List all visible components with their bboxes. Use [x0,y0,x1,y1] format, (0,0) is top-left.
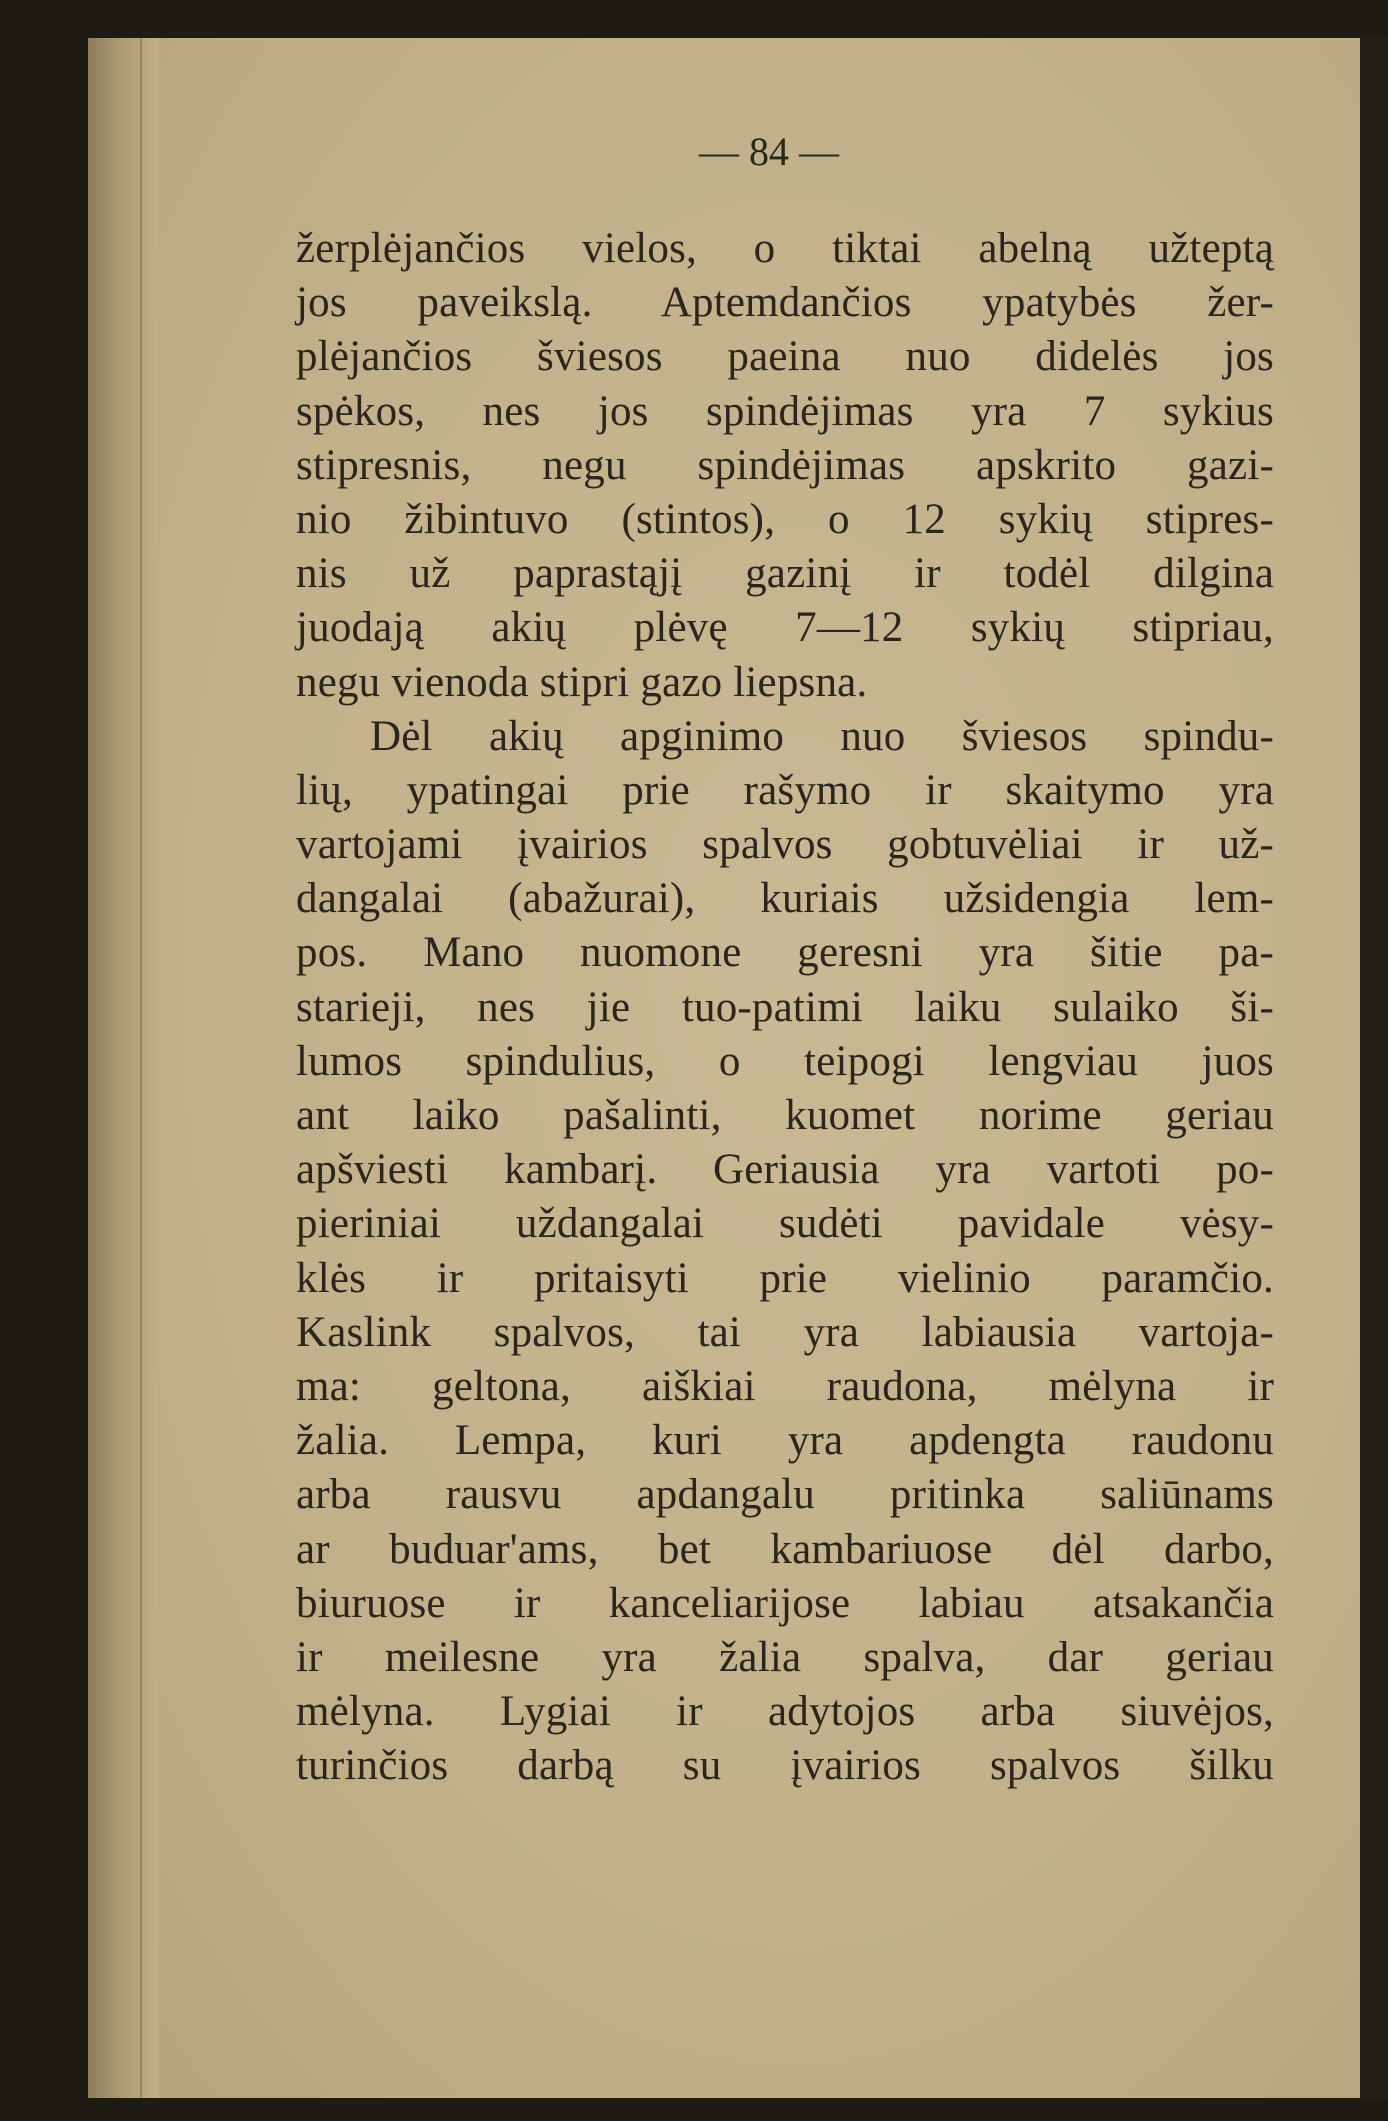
text-line: mėlyna. Lygiai ir adytojos arba siuvėjos, [296,1688,1274,1736]
text-line: turinčios darbą su įvairios spalvos šilku [296,1742,1274,1790]
text-line: ar buduar'ams, bet kambariuose dėl darbo, [296,1525,1274,1573]
page-number: — 84 — [699,129,839,174]
text-line: juodają akių plėvę 7—12 sykių stipriau, [296,604,1274,652]
text-line: pieriniai uždangalai sudėti pavidale vėsy- [296,1200,1274,1248]
text-line: ir meilesne yra žalia spalva, dar geriau [296,1633,1274,1681]
text-line: arba rausvu apdangalu pritinka saliūnams [296,1471,1274,1519]
text-line: spėkos, nes jos spindėjimas yra 7 sykius [296,387,1274,435]
text-line: plėjančios šviesos paeina nuo didelės jos [296,333,1274,381]
text-line: Dėl akių apginimo nuo šviesos spindu- [370,712,1274,760]
text-line: stipresnis, negu spindėjimas apskrito gazi- [296,441,1274,489]
text-line: lumos spindulius, o teipogi lengviau juos [296,1037,1274,1085]
page-binding [88,38,158,2098]
binding-line [140,38,142,2098]
text-line: Kaslink spalvos, tai yra labiausia vartoja- [296,1308,1274,1356]
body-text [296,222,1274,1793]
text-line: dangalai (abažurai), kuriais užsidengia lem- [296,875,1274,923]
text-line: biuruose ir kanceliarijose labiau atsakančia [296,1579,1274,1627]
text-line: žalia. Lempa, kuri yra apdengta raudonu [296,1417,1274,1465]
page-edge [1360,38,1388,2098]
text-line: jos paveikslą. Aptemdančios ypatybės žer- [296,279,1274,327]
text-line: apšviesti kambarį. Geriausia yra vartoti po- [296,1146,1274,1194]
text-line: nis už paprastąjį gazinį ir todėl dilgina [296,550,1274,598]
text-line: pos. Mano nuomone geresni yra šitie pa- [296,929,1274,977]
text-line: lių, ypatingai prie rašymo ir skaitymo yra [296,766,1274,814]
text-line: starieji, nes jie tuo-patimi laiku sulaiko ši- [296,983,1274,1031]
text-line: klės ir pritaisyti prie vielinio paramčio. [296,1254,1274,1302]
text-line: ma: geltona, aiškiai raudona, mėlyna ir [296,1362,1274,1410]
text-line: vartojami įvairios spalvos gobtuvėliai ir už- [296,821,1274,869]
text-line: žerplėjančios vielos, o tiktai abelną užteptą [296,225,1274,272]
text-line: nio žibintuvo (stintos), o 12 sykių stipres- [296,495,1274,543]
text-line: negu vienoda stipri gazo liepsna. [296,658,868,706]
text-line: ant laiko pašalinti, kuomet norime geriau [296,1092,1274,1139]
